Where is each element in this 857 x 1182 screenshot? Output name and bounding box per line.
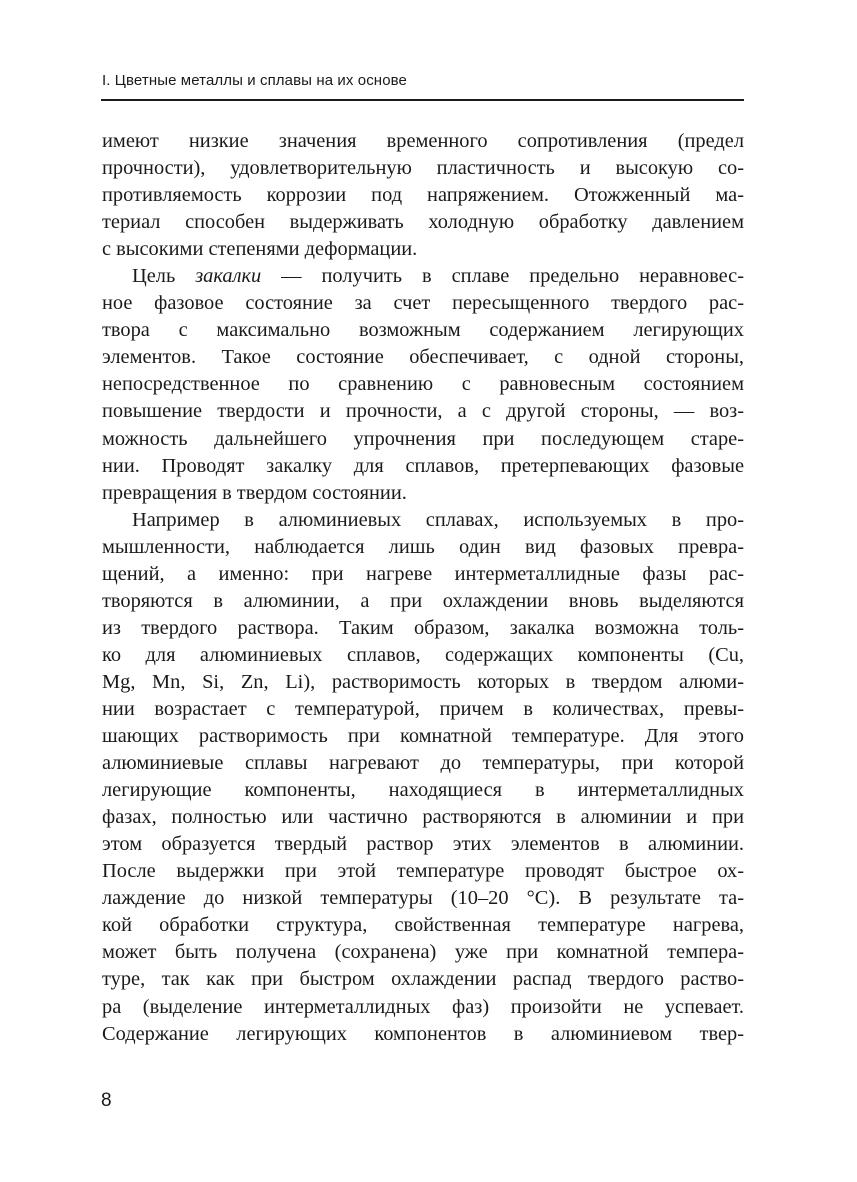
- paragraph-1: [102, 128, 744, 263]
- text-line: прочности), удовлетворительную пластичность и высокую со-: [102, 157, 744, 180]
- text-line: шающих растворимость при комнатной температуре. Для этого: [102, 725, 744, 748]
- text-line: [102, 263, 744, 290]
- text-line: Содержание легирующих компонентов в алюминиевом твер-: [102, 1022, 744, 1045]
- running-header-title: I. Цветные металлы и сплавы на их основе: [102, 72, 407, 89]
- text-line: ко для алюминиевых сплавов, содержащих компоненты (Cu,: [102, 643, 745, 666]
- text-line: нии. Проводят закалку для сплавов, претерпевающих фазовые: [102, 454, 744, 477]
- text-line: превращения в твердом состоянии.: [102, 481, 407, 504]
- text-line: имеют низкие значения временного сопротивления (предел: [102, 130, 744, 152]
- page-number: 8: [101, 1090, 112, 1111]
- text-line: легирующие компоненты, находящиеся в интерметаллидных: [102, 779, 744, 802]
- body-text: [102, 128, 744, 1048]
- text-line: После выдержки при этой температуре проводят быстрое ох-: [102, 860, 744, 883]
- text-line: алюминиевые сплавы нагревают до температуры, при которой: [102, 752, 744, 775]
- text-line: элементов. Такое состояние обеспечивает, с одной стороны,: [102, 346, 744, 369]
- text-line: может быть получена (сохранена) уже при комнатной темпера-: [102, 941, 744, 964]
- text-line: ное фазовое состояние за счет пересыщенного твердого рас-: [102, 292, 744, 315]
- text-line: твора с максимально возможным содержанием легирующих: [102, 319, 744, 342]
- text-line: Mg, Mn, Si, Zn, Li), растворимость которых в твердом алюми-: [102, 670, 744, 693]
- text-line: нии возрастает с температурой, причем в количествах, превы-: [102, 697, 744, 720]
- text-line: непосредственное по сравнению с равновесным состоянием: [102, 373, 744, 396]
- text-line: ра (выделение интерметаллидных фаз) произойти не успевает.: [102, 995, 744, 1018]
- text-line: с высокими степенями деформации.: [102, 238, 418, 261]
- text-line: Например в алюминиевых сплавах, используемых в про-: [132, 508, 744, 531]
- text-line: туре, так как при быстром охлаждении распад твердого раство-: [102, 968, 744, 991]
- paragraph-3: [102, 507, 744, 1048]
- header-rule: [101, 99, 744, 101]
- text-line: повышение твердости и прочности, а с другой стороны, — воз-: [102, 400, 744, 423]
- text-line: творяются в алюминии, а при охлаждении вновь выделяются: [102, 589, 744, 612]
- text-line: щений, а именно: при нагреве интерметаллидные фазы рас-: [102, 562, 744, 585]
- text-line: из твердого раствора. Таким образом, закалка возможна толь-: [102, 616, 744, 639]
- text-line: этом образуется твердый раствор этих элементов в алюминии.: [102, 833, 744, 856]
- line-rest-text: — получить в сплаве предельно неравновес-: [261, 265, 744, 288]
- emphasis-term: закалки: [195, 265, 262, 288]
- text-line: фазах, полностью или частично растворяются в алюминии и при: [102, 806, 744, 829]
- text-line: мышленности, наблюдается лишь один вид фазовых превра-: [102, 535, 744, 558]
- lead-in-text: Цель: [132, 265, 196, 288]
- text-line: кой обработки структура, свойственная температуре нагрева,: [102, 914, 744, 937]
- text-line: противляемость коррозии под напряжением. Отожженный ма-: [102, 184, 744, 207]
- text-line: можность дальнейшего упрочнения при последующем старе-: [102, 427, 744, 450]
- text-line: териал способен выдерживать холодную обработку давлением: [102, 211, 744, 234]
- paragraph-2: [102, 263, 744, 506]
- text-line: лаждение до низкой температуры (10–20 °С). В результате та-: [102, 887, 744, 910]
